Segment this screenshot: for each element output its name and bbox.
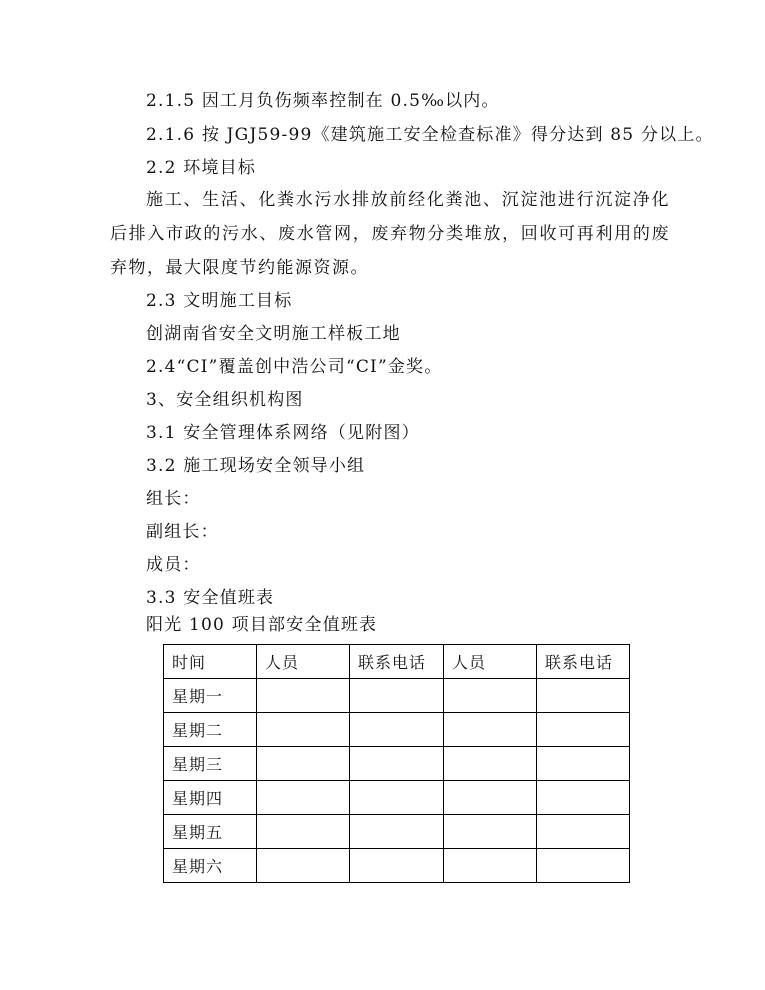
duty-table xyxy=(163,644,630,883)
empty-cell xyxy=(257,713,350,747)
header-cell-phone: 联系电话 xyxy=(350,645,444,679)
empty-cell xyxy=(537,713,630,747)
table-row xyxy=(164,849,630,883)
members-label: 成员： xyxy=(146,555,201,575)
empty-cell xyxy=(444,713,537,747)
day-cell: 星期三 xyxy=(164,747,257,781)
item-2-1-5: 2.1.5 因工月负伤频率控制在 0.5‰以内。 xyxy=(146,91,500,111)
day-cell: 星期五 xyxy=(164,815,257,849)
empty-cell xyxy=(537,849,630,883)
empty-cell xyxy=(350,747,444,781)
empty-cell xyxy=(350,713,444,747)
header-cell-time: 时间 xyxy=(164,645,257,679)
empty-cell xyxy=(444,679,537,713)
day-cell: 星期一 xyxy=(164,679,257,713)
table-header-row xyxy=(164,645,630,679)
empty-cell xyxy=(257,679,350,713)
empty-cell xyxy=(257,815,350,849)
duty-table-title: 阳光 100 项目部安全值班表 xyxy=(146,615,378,635)
environment-paragraph: 施工、生活、化粪水污水排放前经化粪池、沉淀池进行沉淀净化后排入市政的污水、废水管网，废弃物分类堆放，回收可再利用的废弃物，最大限度节约能源资源。 xyxy=(110,190,670,278)
empty-cell xyxy=(444,781,537,815)
table-row xyxy=(164,713,630,747)
empty-cell xyxy=(257,849,350,883)
empty-cell xyxy=(537,747,630,781)
empty-cell xyxy=(537,781,630,815)
day-cell: 星期六 xyxy=(164,849,257,883)
empty-cell xyxy=(257,781,350,815)
empty-cell xyxy=(537,815,630,849)
table-row xyxy=(164,815,630,849)
empty-cell xyxy=(444,747,537,781)
item-3-1: 3.1 安全管理体系网络（见附图） xyxy=(146,423,420,443)
table-row xyxy=(164,747,630,781)
item-2-1-6: 2.1.6 按 JGJ59-99《建筑施工安全检查标准》得分达到 85 分以上。 xyxy=(146,125,714,145)
item-3-3: 3.3 安全值班表 xyxy=(146,588,275,608)
empty-cell xyxy=(350,679,444,713)
heading-2-3: 2.3 文明施工目标 xyxy=(146,291,293,311)
empty-cell xyxy=(257,747,350,781)
table-row xyxy=(164,781,630,815)
civilized-construction-goal: 创湖南省安全文明施工样板工地 xyxy=(146,324,401,344)
day-cell: 星期二 xyxy=(164,713,257,747)
heading-3: 3、安全组织机构图 xyxy=(146,390,304,410)
header-cell-person: 人员 xyxy=(257,645,350,679)
deputy-leader-label: 副组长： xyxy=(146,522,219,542)
item-3-2: 3.2 施工现场安全领导小组 xyxy=(146,456,366,476)
heading-2-2: 2.2 环境目标 xyxy=(146,158,257,178)
empty-cell xyxy=(350,781,444,815)
team-leader-label: 组长： xyxy=(146,489,201,509)
item-2-4: 2.4“CI”覆盖创中浩公司“CI”金奖。 xyxy=(146,357,443,377)
empty-cell xyxy=(444,849,537,883)
header-cell-phone: 联系电话 xyxy=(537,645,630,679)
empty-cell xyxy=(350,815,444,849)
table-row xyxy=(164,679,630,713)
header-cell-person: 人员 xyxy=(444,645,537,679)
day-cell: 星期四 xyxy=(164,781,257,815)
empty-cell xyxy=(350,849,444,883)
empty-cell xyxy=(444,815,537,849)
empty-cell xyxy=(537,679,630,713)
